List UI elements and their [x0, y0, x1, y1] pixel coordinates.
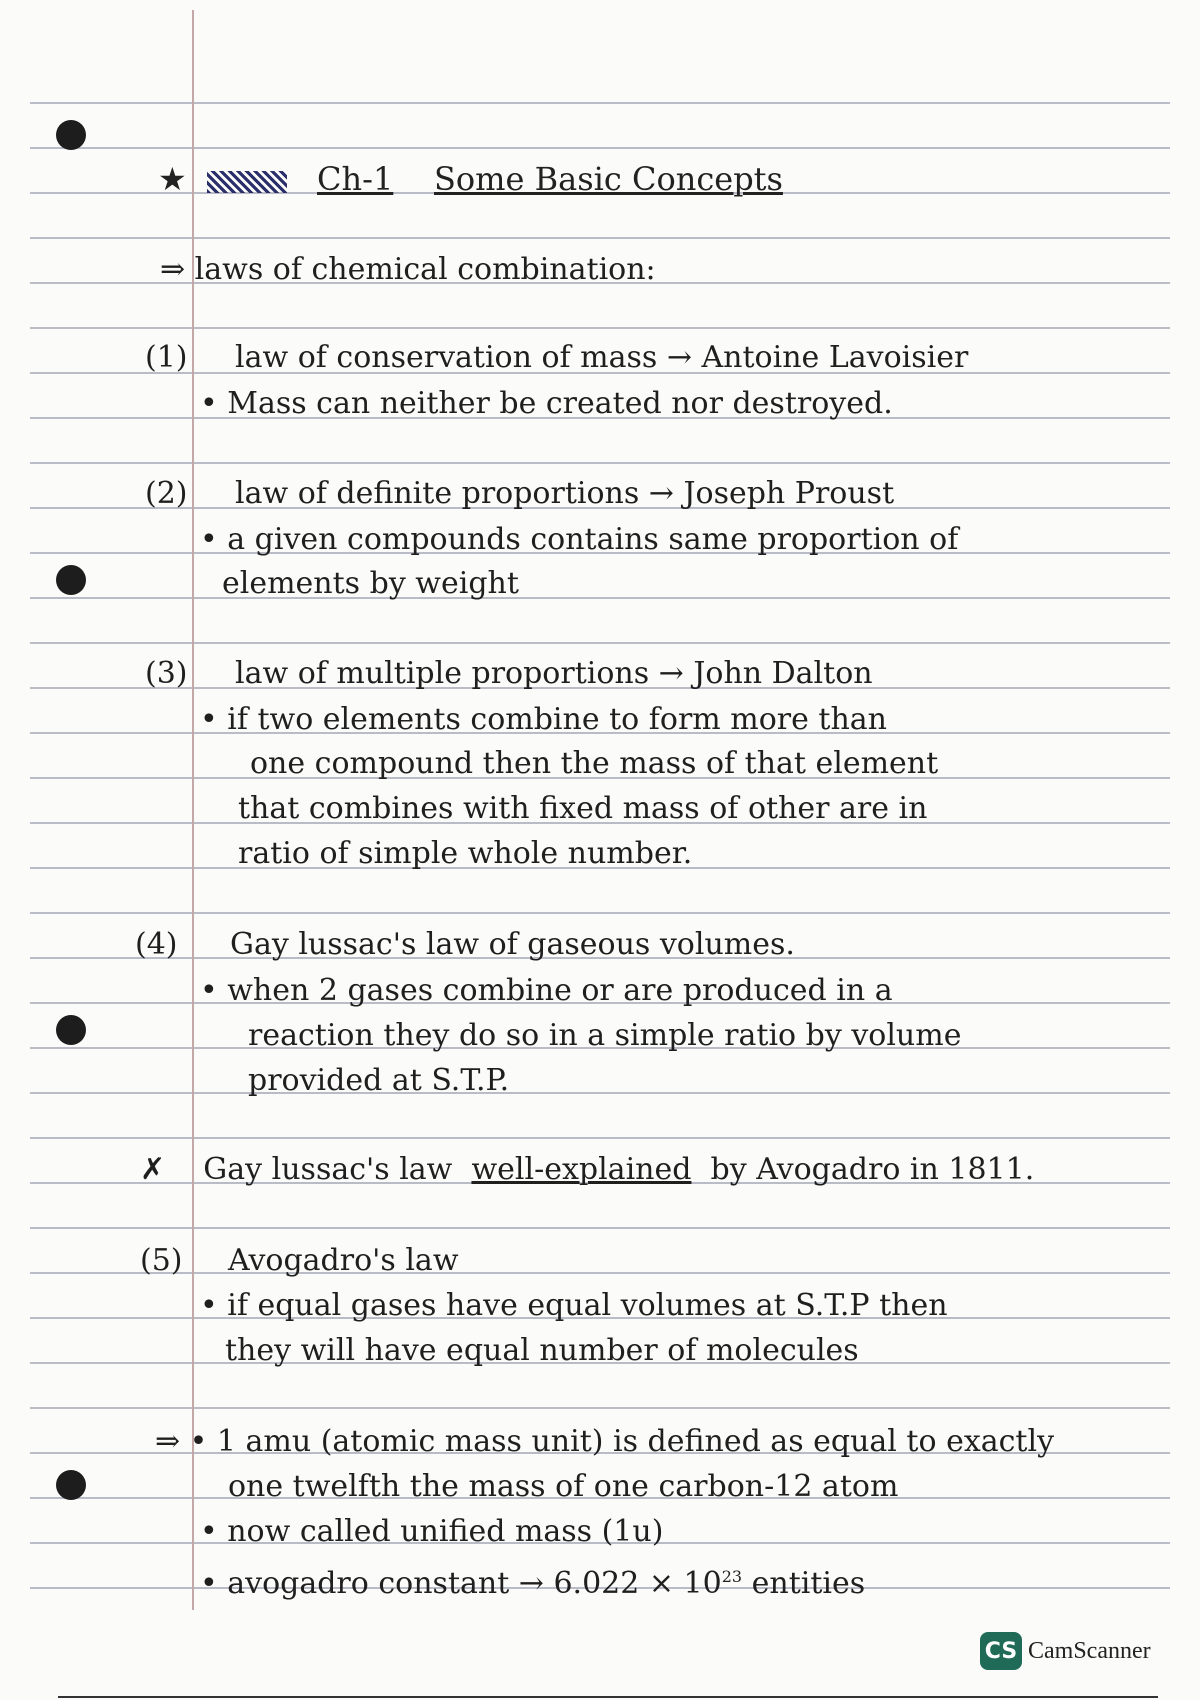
- avogadro-constant: [200, 1559, 865, 1602]
- law-text: ratio of simple whole number.: [238, 836, 693, 871]
- margin-line: [192, 10, 194, 1610]
- law-text: provided at S.T.P.: [248, 1063, 510, 1098]
- note-row: [140, 1152, 1034, 1188]
- note-post: by Avogadro in 1811.: [710, 1152, 1035, 1187]
- punch-hole: [56, 1470, 86, 1500]
- ruled-line: [30, 1137, 1170, 1139]
- punch-hole: [56, 1015, 86, 1045]
- law-number: (4): [135, 927, 178, 962]
- punch-hole: [56, 120, 86, 150]
- avogadro-text: • avogadro constant → 6.022 × 10: [200, 1566, 722, 1601]
- camscanner-name: CamScanner: [1028, 1637, 1151, 1664]
- law-text: they will have equal number of molecules: [225, 1333, 859, 1368]
- amu-text: one twelfth the mass of one carbon-12 atom: [228, 1469, 899, 1504]
- ruled-line: [30, 912, 1170, 914]
- law-name: law of definite proportions → Joseph Proust: [235, 476, 895, 511]
- ruled-line: [30, 1407, 1170, 1409]
- law-name: Avogadro's law: [228, 1243, 459, 1278]
- ruled-line: [30, 462, 1170, 464]
- law-text: that combines with fixed mass of other are in: [238, 791, 928, 826]
- camscanner-watermark: [980, 1632, 1151, 1670]
- amu-definition: ⇒ • 1 amu (atomic mass unit) is defined as equal to exactly: [155, 1424, 1055, 1459]
- exponent: 23: [721, 1567, 743, 1586]
- law-number: (1): [145, 340, 188, 375]
- cross-mark-icon: ✗: [140, 1152, 166, 1187]
- star-icon: ★: [158, 160, 187, 198]
- ruled-line: [30, 1092, 1170, 1094]
- section-heading: ⇒ laws of chemical combination:: [160, 252, 656, 287]
- note-underlined: well-explained: [471, 1152, 692, 1187]
- law-text: • a given compounds contains same proportion of: [200, 522, 959, 557]
- ruled-line: [30, 327, 1170, 329]
- punch-hole: [56, 565, 86, 595]
- law-text: elements by weight: [222, 566, 519, 601]
- law-text: • when 2 gases combine or are produced in a: [200, 973, 893, 1008]
- page-title: [158, 160, 783, 198]
- chapter-topic: Some Basic Concepts: [433, 160, 783, 198]
- scribble-mark: [207, 171, 287, 193]
- law-text: • if two elements combine to form more than: [200, 702, 887, 737]
- law-text: • Mass can neither be created nor destroyed.: [200, 386, 893, 421]
- law-number: (5): [140, 1243, 183, 1278]
- ruled-line: [30, 102, 1170, 104]
- ruled-line: [30, 1272, 1170, 1274]
- footer-rule: [58, 1696, 1158, 1698]
- law-name: law of conservation of mass → Antoine Lavoisier: [235, 340, 969, 375]
- note-pre: Gay lussac's law: [203, 1152, 453, 1187]
- chapter-label: Ch-1: [317, 160, 394, 198]
- avogadro-unit: entities: [742, 1566, 866, 1601]
- law-name: Gay lussac's law of gaseous volumes.: [230, 927, 795, 962]
- law-number: (2): [145, 476, 188, 511]
- ruled-line: [30, 237, 1170, 239]
- amu-text: • now called unified mass (1u): [200, 1514, 664, 1549]
- law-text: reaction they do so in a simple ratio by volume: [248, 1018, 962, 1053]
- ruled-line: [30, 642, 1170, 644]
- law-number: (3): [145, 656, 188, 691]
- law-name: law of multiple proportions → John Dalton: [235, 656, 873, 691]
- camscanner-logo-icon: CS: [980, 1632, 1022, 1670]
- law-text: one compound then the mass of that element: [250, 746, 939, 781]
- ruled-line: [30, 1227, 1170, 1229]
- ruled-line: [30, 597, 1170, 599]
- ruled-line: [30, 147, 1170, 149]
- law-text: • if equal gases have equal volumes at S.T.P then: [200, 1288, 948, 1323]
